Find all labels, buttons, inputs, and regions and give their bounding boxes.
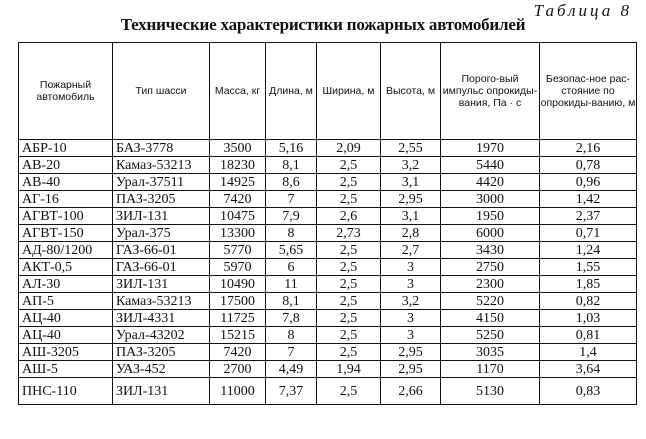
impulse-cell: 5250 [441, 327, 540, 344]
width-cell: 2,5 [317, 174, 381, 191]
column-header [266, 43, 317, 140]
chassis-cell: ЗИЛ-4331 [113, 310, 210, 327]
width-cell: 2,09 [317, 140, 381, 157]
mass-cell: 7420 [210, 344, 266, 361]
header-row [19, 43, 637, 140]
height-cell: 3 [381, 327, 441, 344]
column-header [441, 43, 540, 140]
height-cell: 3 [381, 310, 441, 327]
table-row [19, 327, 637, 344]
chassis-cell: Камаз-53213 [113, 293, 210, 310]
chassis-cell: ПАЗ-3205 [113, 344, 210, 361]
safe-distance-cell: 0,71 [540, 225, 637, 242]
length-cell: 8,1 [266, 293, 317, 310]
safe-distance-cell: 0,96 [540, 174, 637, 191]
length-cell: 7 [266, 344, 317, 361]
vehicle-name-cell: АШ-5 [19, 361, 113, 378]
impulse-cell: 4420 [441, 174, 540, 191]
mass-cell: 10490 [210, 276, 266, 293]
width-cell: 2,5 [317, 327, 381, 344]
chassis-cell: ГАЗ-66-01 [113, 259, 210, 276]
safe-distance-cell: 2,37 [540, 208, 637, 225]
length-cell: 7,9 [266, 208, 317, 225]
mass-cell: 15215 [210, 327, 266, 344]
chassis-cell: ЗИЛ-131 [113, 378, 210, 405]
vehicle-name-cell: АВ-40 [19, 174, 113, 191]
column-header [381, 43, 441, 140]
column-header [113, 43, 210, 140]
table-row [19, 225, 637, 242]
safe-distance-cell: 1,24 [540, 242, 637, 259]
height-cell: 2,55 [381, 140, 441, 157]
width-cell: 2,73 [317, 225, 381, 242]
chassis-cell: Урал-375 [113, 225, 210, 242]
vehicle-name-cell: АД-80/1200 [19, 242, 113, 259]
vehicle-name-cell: АГВТ-100 [19, 208, 113, 225]
table-row [19, 293, 637, 310]
table-row [19, 344, 637, 361]
vehicle-name-cell: АЦ-40 [19, 327, 113, 344]
impulse-cell: 1970 [441, 140, 540, 157]
impulse-cell: 5220 [441, 293, 540, 310]
vehicle-name-cell: АП-5 [19, 293, 113, 310]
safe-distance-cell: 0,83 [540, 378, 637, 405]
width-cell: 2,5 [317, 344, 381, 361]
vehicle-name-cell: АЦ-40 [19, 310, 113, 327]
length-cell: 8,6 [266, 174, 317, 191]
chassis-cell: Камаз-53213 [113, 157, 210, 174]
length-cell: 7 [266, 191, 317, 208]
chassis-cell: Урал-43202 [113, 327, 210, 344]
table-row [19, 157, 637, 174]
table-row [19, 276, 637, 293]
mass-cell: 13300 [210, 225, 266, 242]
width-cell: 2,6 [317, 208, 381, 225]
mass-cell: 2700 [210, 361, 266, 378]
vehicle-name-cell: АГВТ-150 [19, 225, 113, 242]
chassis-cell: Урал-37511 [113, 174, 210, 191]
column-header-label: Масса, кг [214, 85, 261, 97]
impulse-cell: 1950 [441, 208, 540, 225]
chassis-cell: БАЗ-3778 [113, 140, 210, 157]
specs-table [18, 42, 637, 405]
table-row [19, 242, 637, 259]
impulse-cell: 3430 [441, 242, 540, 259]
impulse-cell: 6000 [441, 225, 540, 242]
vehicle-name-cell: АШ-3205 [19, 344, 113, 361]
table-body [19, 140, 637, 405]
column-header-label: Порого-вый импульс опрокиды-вания, Па · с [442, 73, 538, 109]
height-cell: 3,1 [381, 174, 441, 191]
column-header [19, 43, 113, 140]
width-cell: 2,5 [317, 191, 381, 208]
height-cell: 2,95 [381, 191, 441, 208]
chassis-cell: ЗИЛ-131 [113, 276, 210, 293]
vehicle-name-cell: АВ-20 [19, 157, 113, 174]
height-cell: 2,66 [381, 378, 441, 405]
vehicle-name-cell: АБР-10 [19, 140, 113, 157]
length-cell: 11 [266, 276, 317, 293]
impulse-cell: 5440 [441, 157, 540, 174]
table-row [19, 174, 637, 191]
mass-cell: 5970 [210, 259, 266, 276]
column-header-label: Длина, м [269, 85, 313, 97]
length-cell: 6 [266, 259, 317, 276]
mass-cell: 3500 [210, 140, 266, 157]
height-cell: 2,95 [381, 344, 441, 361]
column-header [210, 43, 266, 140]
length-cell: 7,37 [266, 378, 317, 405]
height-cell: 3,1 [381, 208, 441, 225]
mass-cell: 18230 [210, 157, 266, 174]
column-header-label: Безопас-ное рас-стояние по опрокиды-ванию, м [540, 73, 636, 109]
table-row [19, 191, 637, 208]
table-row [19, 378, 637, 405]
length-cell: 8 [266, 327, 317, 344]
column-header-label: Ширина, м [322, 85, 375, 97]
width-cell: 2,5 [317, 157, 381, 174]
impulse-cell: 2300 [441, 276, 540, 293]
safe-distance-cell: 1,85 [540, 276, 637, 293]
length-cell: 5,65 [266, 242, 317, 259]
width-cell: 1,94 [317, 361, 381, 378]
safe-distance-cell: 0,78 [540, 157, 637, 174]
mass-cell: 10475 [210, 208, 266, 225]
safe-distance-cell: 0,81 [540, 327, 637, 344]
chassis-cell: ПАЗ-3205 [113, 191, 210, 208]
column-header-label: Тип шасси [135, 85, 187, 97]
width-cell: 2,5 [317, 378, 381, 405]
vehicle-name-cell: АЛ-30 [19, 276, 113, 293]
vehicle-name-cell: ПНС-110 [19, 378, 113, 405]
safe-distance-cell: 1,4 [540, 344, 637, 361]
table-header [19, 43, 637, 140]
chassis-cell: ЗИЛ-131 [113, 208, 210, 225]
chassis-cell: ГАЗ-66-01 [113, 242, 210, 259]
height-cell: 3 [381, 276, 441, 293]
table-row [19, 140, 637, 157]
column-header-label: Пожарный автомобиль [36, 79, 95, 103]
page-title: Технические характеристики пожарных автомобилей [120, 15, 526, 34]
mass-cell: 7420 [210, 191, 266, 208]
vehicle-name-cell: АГ-16 [19, 191, 113, 208]
table-row [19, 310, 637, 327]
height-cell: 2,8 [381, 225, 441, 242]
impulse-cell: 2750 [441, 259, 540, 276]
safe-distance-cell: 1,42 [540, 191, 637, 208]
height-cell: 3 [381, 259, 441, 276]
mass-cell: 11000 [210, 378, 266, 405]
table-row [19, 259, 637, 276]
impulse-cell: 4150 [441, 310, 540, 327]
column-header-label: Высота, м [385, 85, 436, 97]
safe-distance-cell: 1,55 [540, 259, 637, 276]
mass-cell: 17500 [210, 293, 266, 310]
width-cell: 2,5 [317, 242, 381, 259]
table-number: Таблица 8 [533, 1, 632, 20]
table-row [19, 208, 637, 225]
length-cell: 5,16 [266, 140, 317, 157]
width-cell: 2,5 [317, 259, 381, 276]
impulse-cell: 3000 [441, 191, 540, 208]
mass-cell: 11725 [210, 310, 266, 327]
mass-cell: 14925 [210, 174, 266, 191]
width-cell: 2,5 [317, 276, 381, 293]
safe-distance-cell: 0,82 [540, 293, 637, 310]
length-cell: 4,49 [266, 361, 317, 378]
impulse-cell: 5130 [441, 378, 540, 405]
length-cell: 8,1 [266, 157, 317, 174]
chassis-cell: УАЗ-452 [113, 361, 210, 378]
height-cell: 2,7 [381, 242, 441, 259]
column-header [540, 43, 637, 140]
safe-distance-cell: 1,03 [540, 310, 637, 327]
impulse-cell: 1170 [441, 361, 540, 378]
width-cell: 2,5 [317, 310, 381, 327]
height-cell: 3,2 [381, 157, 441, 174]
safe-distance-cell: 3,64 [540, 361, 637, 378]
height-cell: 2,95 [381, 361, 441, 378]
height-cell: 3,2 [381, 293, 441, 310]
length-cell: 7,8 [266, 310, 317, 327]
column-header [317, 43, 381, 140]
mass-cell: 5770 [210, 242, 266, 259]
impulse-cell: 3035 [441, 344, 540, 361]
table-row [19, 361, 637, 378]
vehicle-name-cell: АКТ-0,5 [19, 259, 113, 276]
safe-distance-cell: 2,16 [540, 140, 637, 157]
width-cell: 2,5 [317, 293, 381, 310]
length-cell: 8 [266, 225, 317, 242]
